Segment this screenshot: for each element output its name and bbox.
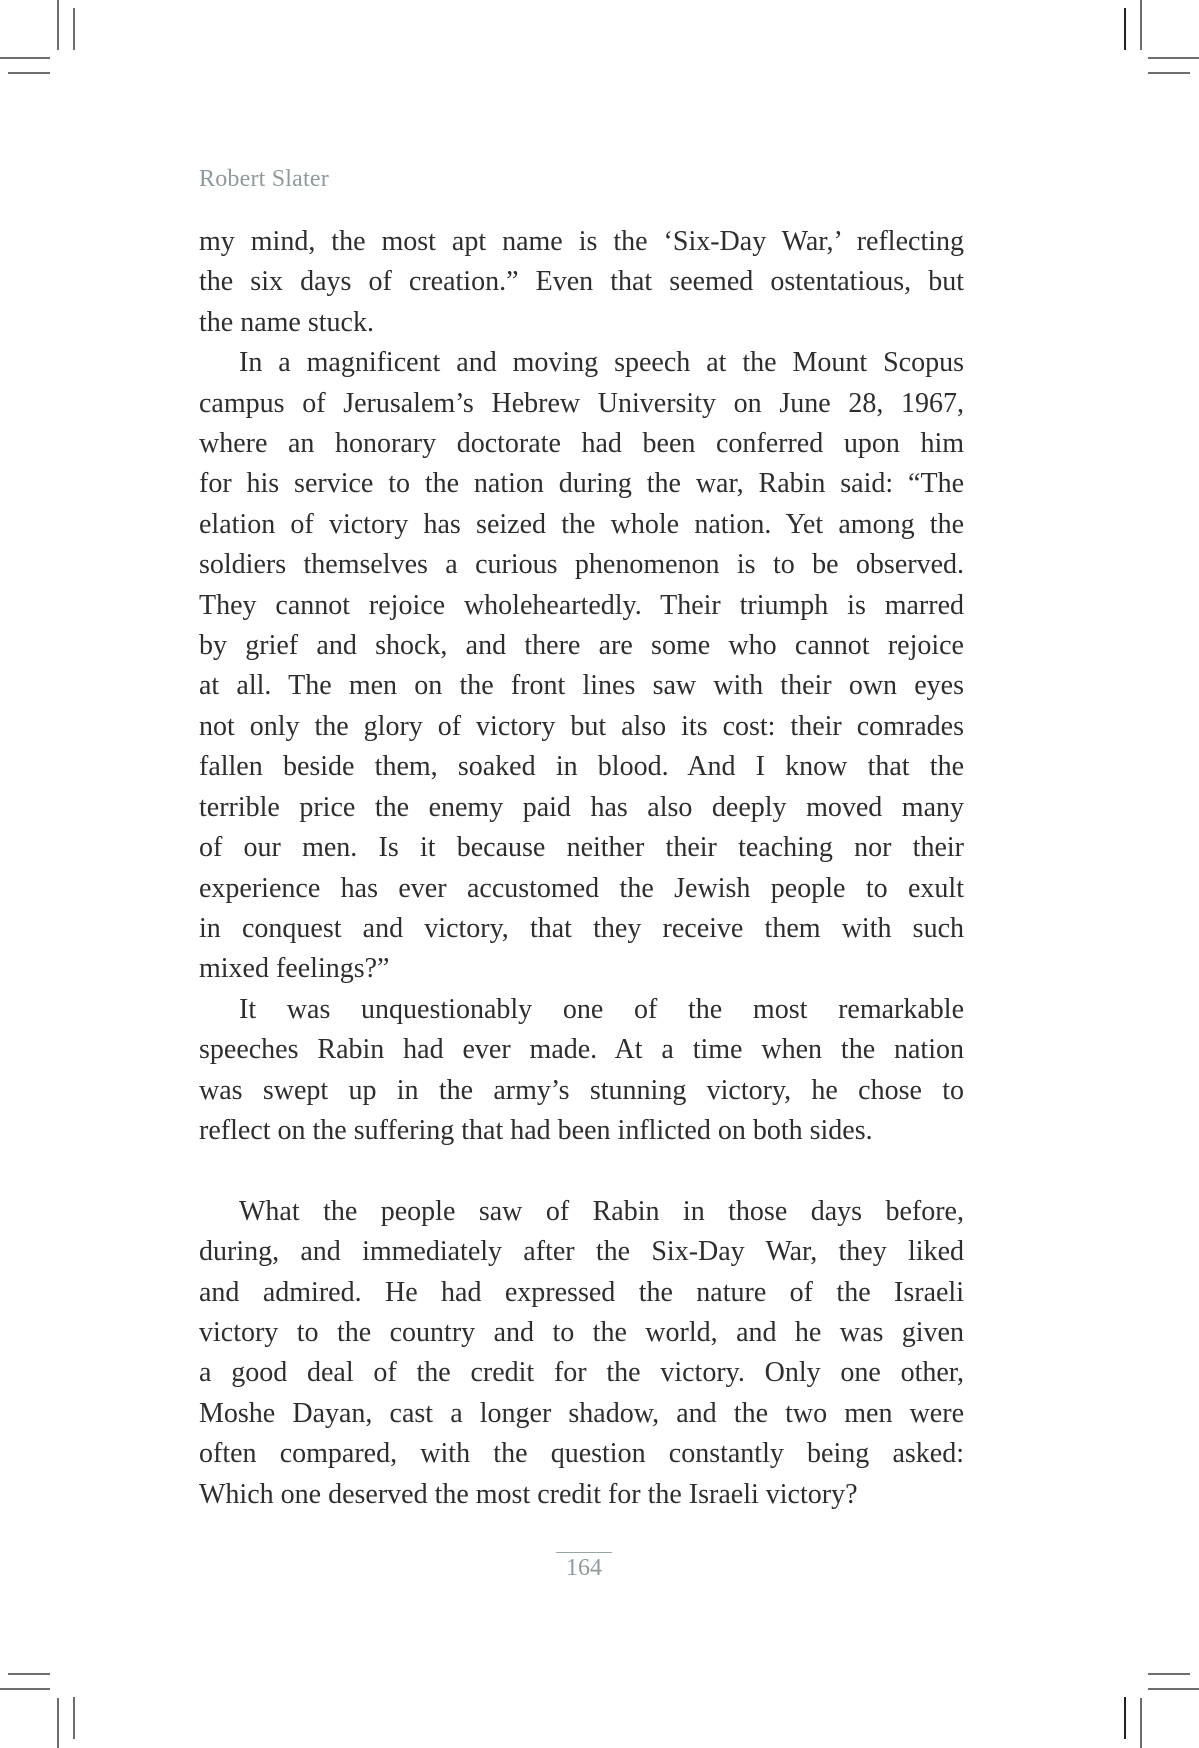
text-line: by grief and shock, and there are some who cannot rejoice <box>199 630 964 662</box>
text-line: for his service to the nation during the war, Rabin said: “The <box>199 468 964 500</box>
crop-mark-top-left-horizontal-inner <box>8 72 50 74</box>
running-head-author: Robert Slater <box>199 166 329 192</box>
paragraph <box>199 222 964 343</box>
text-line: during, and immediately after the Six-Day War, they liked <box>199 1236 964 1268</box>
text-line: In a magnificent and moving speech at the Mount Scopus <box>239 347 964 379</box>
text-line: speeches Rabin had ever made. At a time when the nation <box>199 1034 964 1066</box>
text-line: and admired. He had expressed the nature of the Israeli <box>199 1276 964 1308</box>
paragraph <box>199 990 964 1152</box>
crop-mark-bottom-right-horizontal-outer <box>1148 1688 1199 1690</box>
crop-mark-bottom-left-vertical-outer <box>57 1698 59 1748</box>
text-line: soldiers themselves a curious phenomenon is to be observed. <box>199 549 964 581</box>
crop-mark-top-right-horizontal-inner <box>1148 72 1190 74</box>
text-line: of our men. Is it because neither their teaching nor their <box>199 832 964 864</box>
text-line: It was unquestionably one of the most remarkable <box>239 993 964 1025</box>
crop-mark-bottom-left-horizontal-inner <box>8 1673 50 1675</box>
page-number: 164 <box>556 1552 612 1582</box>
text-line: Moshe Dayan, cast a longer shadow, and the two men were <box>199 1397 964 1429</box>
text-line: often compared, with the question constantly being asked: <box>199 1438 964 1470</box>
text-line: my mind, the most apt name is the ‘Six-Day War,’ reflecting <box>199 226 964 257</box>
paragraph <box>199 343 964 990</box>
paragraph <box>199 1192 964 1515</box>
text-line: victory to the country and to the world, and he was given <box>199 1316 964 1348</box>
text-line: terrible price the enemy paid has also deeply moved many <box>199 791 964 823</box>
text-line: was swept up in the army’s stunning victory, he chose to <box>199 1074 964 1106</box>
crop-mark-bottom-right-vertical-inner <box>1124 1697 1126 1739</box>
text-line: the six days of creation.” Even that seemed ostentatious, but <box>199 266 964 298</box>
text-line: a good deal of the credit for the victory. Only one other, <box>199 1357 964 1389</box>
text-line: mixed feelings?” <box>199 953 390 985</box>
crop-mark-top-left-vertical-inner <box>73 8 75 50</box>
crop-mark-top-left-vertical-outer <box>57 0 59 50</box>
text-line: Which one deserved the most credit for the Israeli victory? <box>199 1478 858 1510</box>
crop-mark-top-left-horizontal-outer <box>0 57 50 59</box>
text-line: the name stuck. <box>199 306 374 338</box>
crop-mark-bottom-right-vertical-outer <box>1140 1698 1142 1748</box>
text-line: at all. The men on the front lines saw with their own eyes <box>199 670 964 702</box>
body-text <box>199 222 964 1515</box>
text-line: elation of victory has seized the whole nation. Yet among the <box>199 508 964 540</box>
text-line: experience has ever accustomed the Jewish people to exult <box>199 872 964 904</box>
text-line: where an honorary doctorate had been conferred upon him <box>199 428 964 460</box>
text-line: in conquest and victory, that they receive them with such <box>199 912 964 944</box>
text-line: What the people saw of Rabin in those days before, <box>239 1195 964 1227</box>
crop-mark-bottom-left-horizontal-outer <box>0 1688 50 1690</box>
crop-mark-top-right-vertical-inner <box>1124 8 1126 50</box>
text-line: reflect on the suffering that had been inflicted on both sides. <box>199 1114 873 1146</box>
text-line: fallen beside them, soaked in blood. And I know that the <box>199 751 964 783</box>
crop-mark-top-right-vertical-outer <box>1140 0 1142 50</box>
text-line: campus of Jerusalem’s Hebrew University on June 28, 1967, <box>199 387 964 419</box>
crop-mark-bottom-left-vertical-inner <box>73 1697 75 1739</box>
crop-mark-bottom-right-horizontal-inner <box>1148 1673 1190 1675</box>
text-line: not only the glory of victory but also its cost: their comrades <box>199 710 964 742</box>
crop-mark-top-right-horizontal-outer <box>1148 57 1199 59</box>
text-line: They cannot rejoice wholeheartedly. Their triumph is marred <box>199 589 964 621</box>
